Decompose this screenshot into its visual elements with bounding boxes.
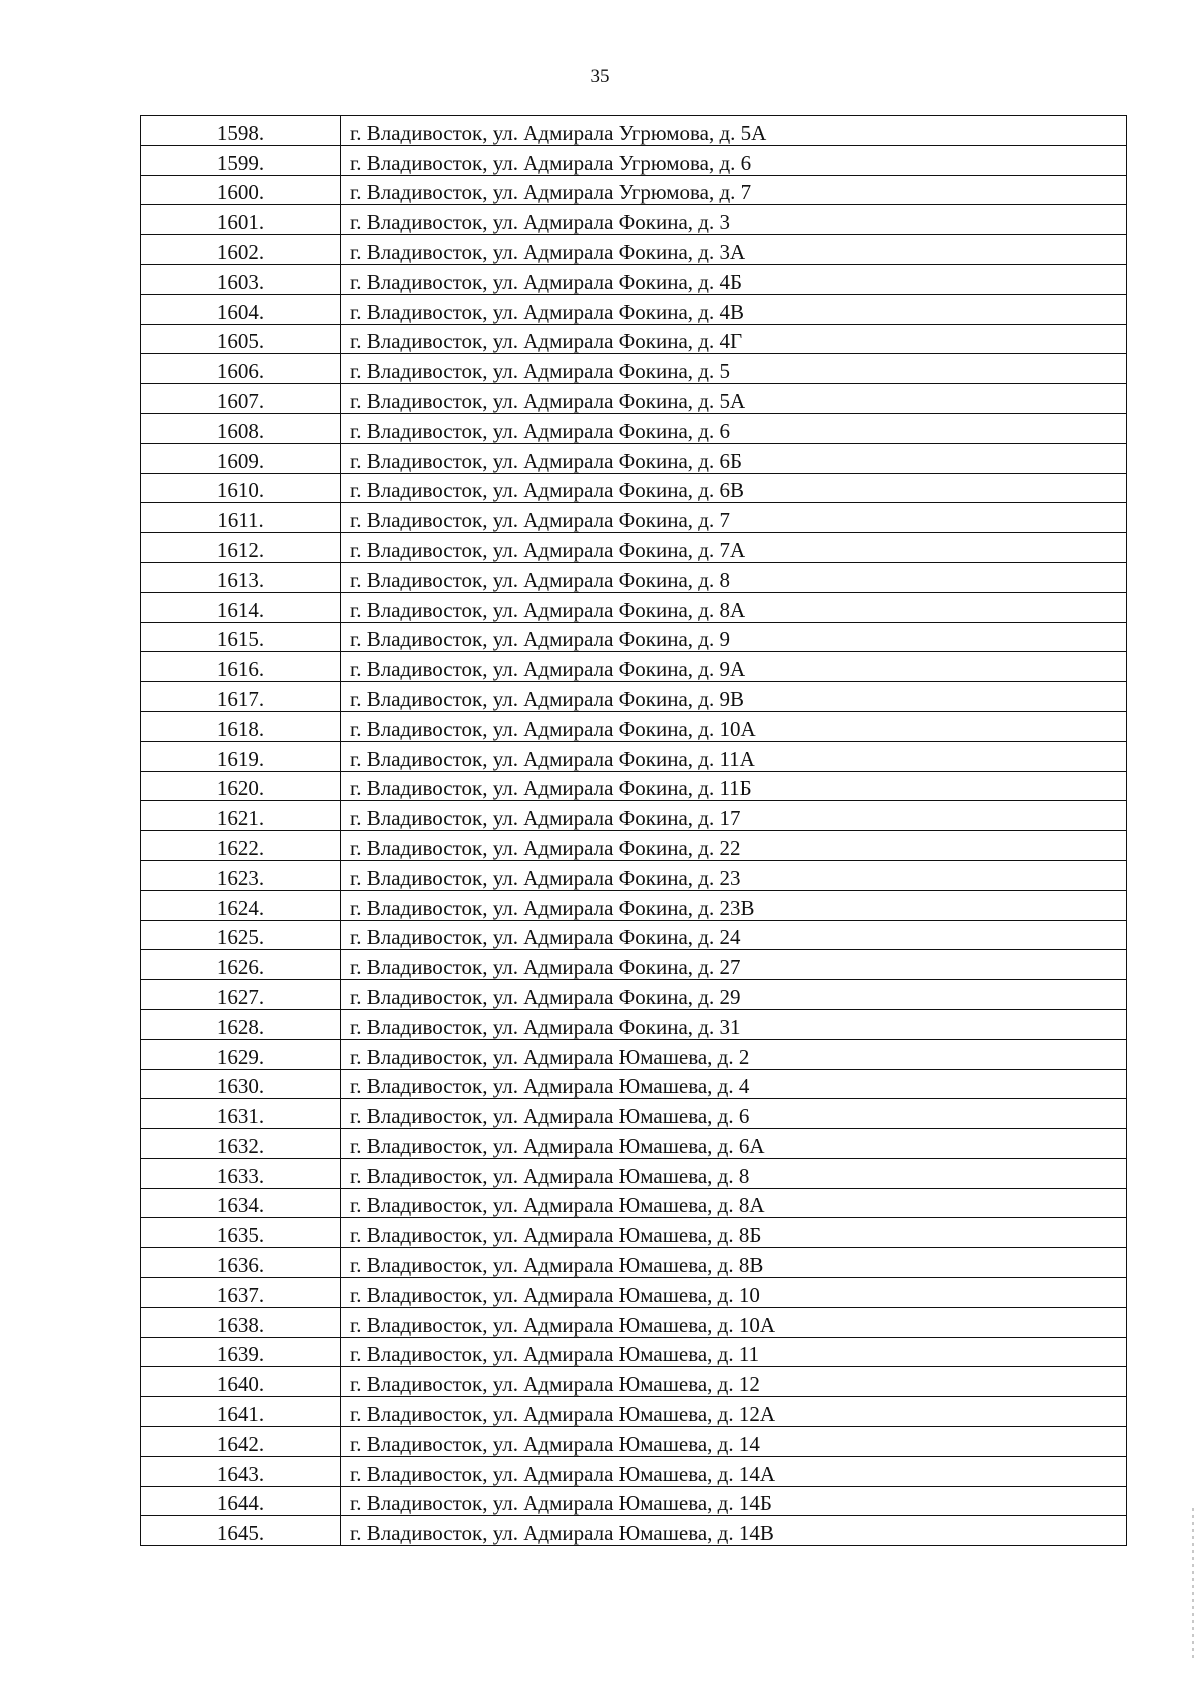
row-address: г. Владивосток, ул. Адмирала Юмашева, д. 8Б [341, 1218, 1127, 1248]
row-address: г. Владивосток, ул. Адмирала Юмашева, д. 11 [341, 1337, 1127, 1367]
row-number: 1618. [141, 711, 341, 741]
row-address: г. Владивосток, ул. Адмирала Юмашева, д. 8А [341, 1188, 1127, 1218]
row-number: 1620. [141, 771, 341, 801]
table-row [141, 950, 1127, 980]
row-number: 1600. [141, 175, 341, 205]
row-number: 1608. [141, 413, 341, 443]
table-row [141, 1397, 1127, 1427]
table-row [141, 890, 1127, 920]
table-row [141, 503, 1127, 533]
row-address: г. Владивосток, ул. Адмирала Фокина, д. 7А [341, 533, 1127, 563]
row-address: г. Владивосток, ул. Адмирала Угрюмова, д. 7 [341, 175, 1127, 205]
row-address: г. Владивосток, ул. Адмирала Фокина, д. 6В [341, 473, 1127, 503]
row-address: г. Владивосток, ул. Адмирала Фокина, д. 9А [341, 652, 1127, 682]
row-address: г. Владивосток, ул. Адмирала Юмашева, д. 14В [341, 1516, 1127, 1546]
row-number: 1611. [141, 503, 341, 533]
row-address: г. Владивосток, ул. Адмирала Фокина, д. 23В [341, 890, 1127, 920]
table-row [141, 324, 1127, 354]
row-number: 1635. [141, 1218, 341, 1248]
table-row [141, 801, 1127, 831]
row-number: 1617. [141, 682, 341, 712]
table-row [141, 920, 1127, 950]
row-address: г. Владивосток, ул. Адмирала Юмашева, д. 6 [341, 1099, 1127, 1129]
row-number: 1640. [141, 1367, 341, 1397]
row-address: г. Владивосток, ул. Адмирала Фокина, д. 3 [341, 205, 1127, 235]
row-number: 1612. [141, 533, 341, 563]
table-row [141, 652, 1127, 682]
row-number: 1639. [141, 1337, 341, 1367]
row-address: г. Владивосток, ул. Адмирала Юмашева, д. 8В [341, 1248, 1127, 1278]
table-row [141, 1069, 1127, 1099]
table-row [141, 831, 1127, 861]
table-row [141, 1456, 1127, 1486]
row-number: 1625. [141, 920, 341, 950]
row-address: г. Владивосток, ул. Адмирала Фокина, д. 11Б [341, 771, 1127, 801]
table-row [141, 294, 1127, 324]
row-number: 1634. [141, 1188, 341, 1218]
row-address: г. Владивосток, ул. Адмирала Юмашева, д. 4 [341, 1069, 1127, 1099]
row-address: г. Владивосток, ул. Адмирала Фокина, д. 3А [341, 235, 1127, 265]
row-number: 1633. [141, 1158, 341, 1188]
table-row [141, 443, 1127, 473]
table-row [141, 235, 1127, 265]
row-address: г. Владивосток, ул. Адмирала Фокина, д. 5 [341, 354, 1127, 384]
table-row [141, 980, 1127, 1010]
page-number: 35 [590, 66, 610, 87]
table-row [141, 205, 1127, 235]
row-number: 1607. [141, 384, 341, 414]
row-number: 1616. [141, 652, 341, 682]
row-number: 1603. [141, 264, 341, 294]
table-row [141, 1367, 1127, 1397]
row-number: 1609. [141, 443, 341, 473]
table-row [141, 1039, 1127, 1069]
row-number: 1637. [141, 1278, 341, 1308]
table-row [141, 1337, 1127, 1367]
table-row [141, 1278, 1127, 1308]
row-number: 1623. [141, 860, 341, 890]
row-address: г. Владивосток, ул. Адмирала Фокина, д. 10А [341, 711, 1127, 741]
row-address: г. Владивосток, ул. Адмирала Юмашева, д. 14 [341, 1427, 1127, 1457]
table-row [141, 473, 1127, 503]
table-row [141, 1158, 1127, 1188]
table-row [141, 145, 1127, 175]
table-row [141, 592, 1127, 622]
row-number: 1632. [141, 1129, 341, 1159]
table-row [141, 682, 1127, 712]
row-address: г. Владивосток, ул. Адмирала Фокина, д. 27 [341, 950, 1127, 980]
row-address: г. Владивосток, ул. Адмирала Юмашева, д. 12А [341, 1397, 1127, 1427]
address-table-body [141, 116, 1127, 1546]
row-address: г. Владивосток, ул. Адмирала Угрюмова, д. 5А [341, 116, 1127, 146]
row-number: 1626. [141, 950, 341, 980]
table-row [141, 116, 1127, 146]
row-address: г. Владивосток, ул. Адмирала Юмашева, д. 12 [341, 1367, 1127, 1397]
row-address: г. Владивосток, ул. Адмирала Фокина, д. 4В [341, 294, 1127, 324]
row-address: г. Владивосток, ул. Адмирала Фокина, д. 8А [341, 592, 1127, 622]
row-number: 1638. [141, 1307, 341, 1337]
row-address: г. Владивосток, ул. Адмирала Фокина, д. 11А [341, 741, 1127, 771]
scan-edge-mark [1192, 1508, 1194, 1658]
row-number: 1615. [141, 622, 341, 652]
row-address: г. Владивосток, ул. Адмирала Юмашева, д. 10А [341, 1307, 1127, 1337]
table-row [141, 711, 1127, 741]
row-address: г. Владивосток, ул. Адмирала Фокина, д. 17 [341, 801, 1127, 831]
row-number: 1602. [141, 235, 341, 265]
row-address: г. Владивосток, ул. Адмирала Юмашева, д. 14А [341, 1456, 1127, 1486]
row-address: г. Владивосток, ул. Адмирала Юмашева, д. 2 [341, 1039, 1127, 1069]
row-number: 1629. [141, 1039, 341, 1069]
row-address: г. Владивосток, ул. Адмирала Фокина, д. 22 [341, 831, 1127, 861]
row-number: 1630. [141, 1069, 341, 1099]
row-number: 1631. [141, 1099, 341, 1129]
row-address: г. Владивосток, ул. Адмирала Фокина, д. 29 [341, 980, 1127, 1010]
table-row [141, 1129, 1127, 1159]
row-number: 1598. [141, 116, 341, 146]
table-row [141, 562, 1127, 592]
row-number: 1621. [141, 801, 341, 831]
table-row [141, 354, 1127, 384]
row-address: г. Владивосток, ул. Адмирала Фокина, д. 31 [341, 1009, 1127, 1039]
table-row [141, 264, 1127, 294]
row-address: г. Владивосток, ул. Адмирала Фокина, д. 4Г [341, 324, 1127, 354]
address-table [140, 115, 1127, 1546]
row-number: 1642. [141, 1427, 341, 1457]
row-number: 1619. [141, 741, 341, 771]
table-row [141, 1516, 1127, 1546]
row-number: 1644. [141, 1486, 341, 1516]
row-number: 1624. [141, 890, 341, 920]
table-row [141, 1486, 1127, 1516]
row-number: 1614. [141, 592, 341, 622]
row-address: г. Владивосток, ул. Адмирала Юмашева, д. 8 [341, 1158, 1127, 1188]
row-address: г. Владивосток, ул. Адмирала Фокина, д. 23 [341, 860, 1127, 890]
table-row [141, 741, 1127, 771]
row-number: 1645. [141, 1516, 341, 1546]
row-number: 1605. [141, 324, 341, 354]
row-address: г. Владивосток, ул. Адмирала Фокина, д. 9В [341, 682, 1127, 712]
row-address: г. Владивосток, ул. Адмирала Фокина, д. 9 [341, 622, 1127, 652]
row-number: 1641. [141, 1397, 341, 1427]
row-number: 1610. [141, 473, 341, 503]
row-number: 1622. [141, 831, 341, 861]
row-number: 1643. [141, 1456, 341, 1486]
table-row [141, 860, 1127, 890]
row-address: г. Владивосток, ул. Адмирала Угрюмова, д. 6 [341, 145, 1127, 175]
row-address: г. Владивосток, ул. Адмирала Фокина, д. 24 [341, 920, 1127, 950]
table-row [141, 384, 1127, 414]
row-number: 1627. [141, 980, 341, 1010]
row-address: г. Владивосток, ул. Адмирала Фокина, д. 5А [341, 384, 1127, 414]
table-row [141, 771, 1127, 801]
row-number: 1606. [141, 354, 341, 384]
table-row [141, 413, 1127, 443]
row-address: г. Владивосток, ул. Адмирала Юмашева, д. 6А [341, 1129, 1127, 1159]
row-number: 1601. [141, 205, 341, 235]
table-row [141, 622, 1127, 652]
table-row [141, 1009, 1127, 1039]
row-address: г. Владивосток, ул. Адмирала Фокина, д. 8 [341, 562, 1127, 592]
row-number: 1613. [141, 562, 341, 592]
table-row [141, 1218, 1127, 1248]
row-number: 1636. [141, 1248, 341, 1278]
row-address: г. Владивосток, ул. Адмирала Юмашева, д. 10 [341, 1278, 1127, 1308]
row-address: г. Владивосток, ул. Адмирала Фокина, д. 7 [341, 503, 1127, 533]
table-row [141, 1188, 1127, 1218]
table-row [141, 533, 1127, 563]
row-address: г. Владивосток, ул. Адмирала Юмашева, д. 14Б [341, 1486, 1127, 1516]
table-row [141, 1427, 1127, 1457]
row-address: г. Владивосток, ул. Адмирала Фокина, д. 6 [341, 413, 1127, 443]
row-address: г. Владивосток, ул. Адмирала Фокина, д. 6Б [341, 443, 1127, 473]
row-number: 1604. [141, 294, 341, 324]
row-number: 1599. [141, 145, 341, 175]
table-row [141, 1307, 1127, 1337]
row-address: г. Владивосток, ул. Адмирала Фокина, д. 4Б [341, 264, 1127, 294]
table-row [141, 175, 1127, 205]
table-row [141, 1248, 1127, 1278]
row-number: 1628. [141, 1009, 341, 1039]
table-row [141, 1099, 1127, 1129]
